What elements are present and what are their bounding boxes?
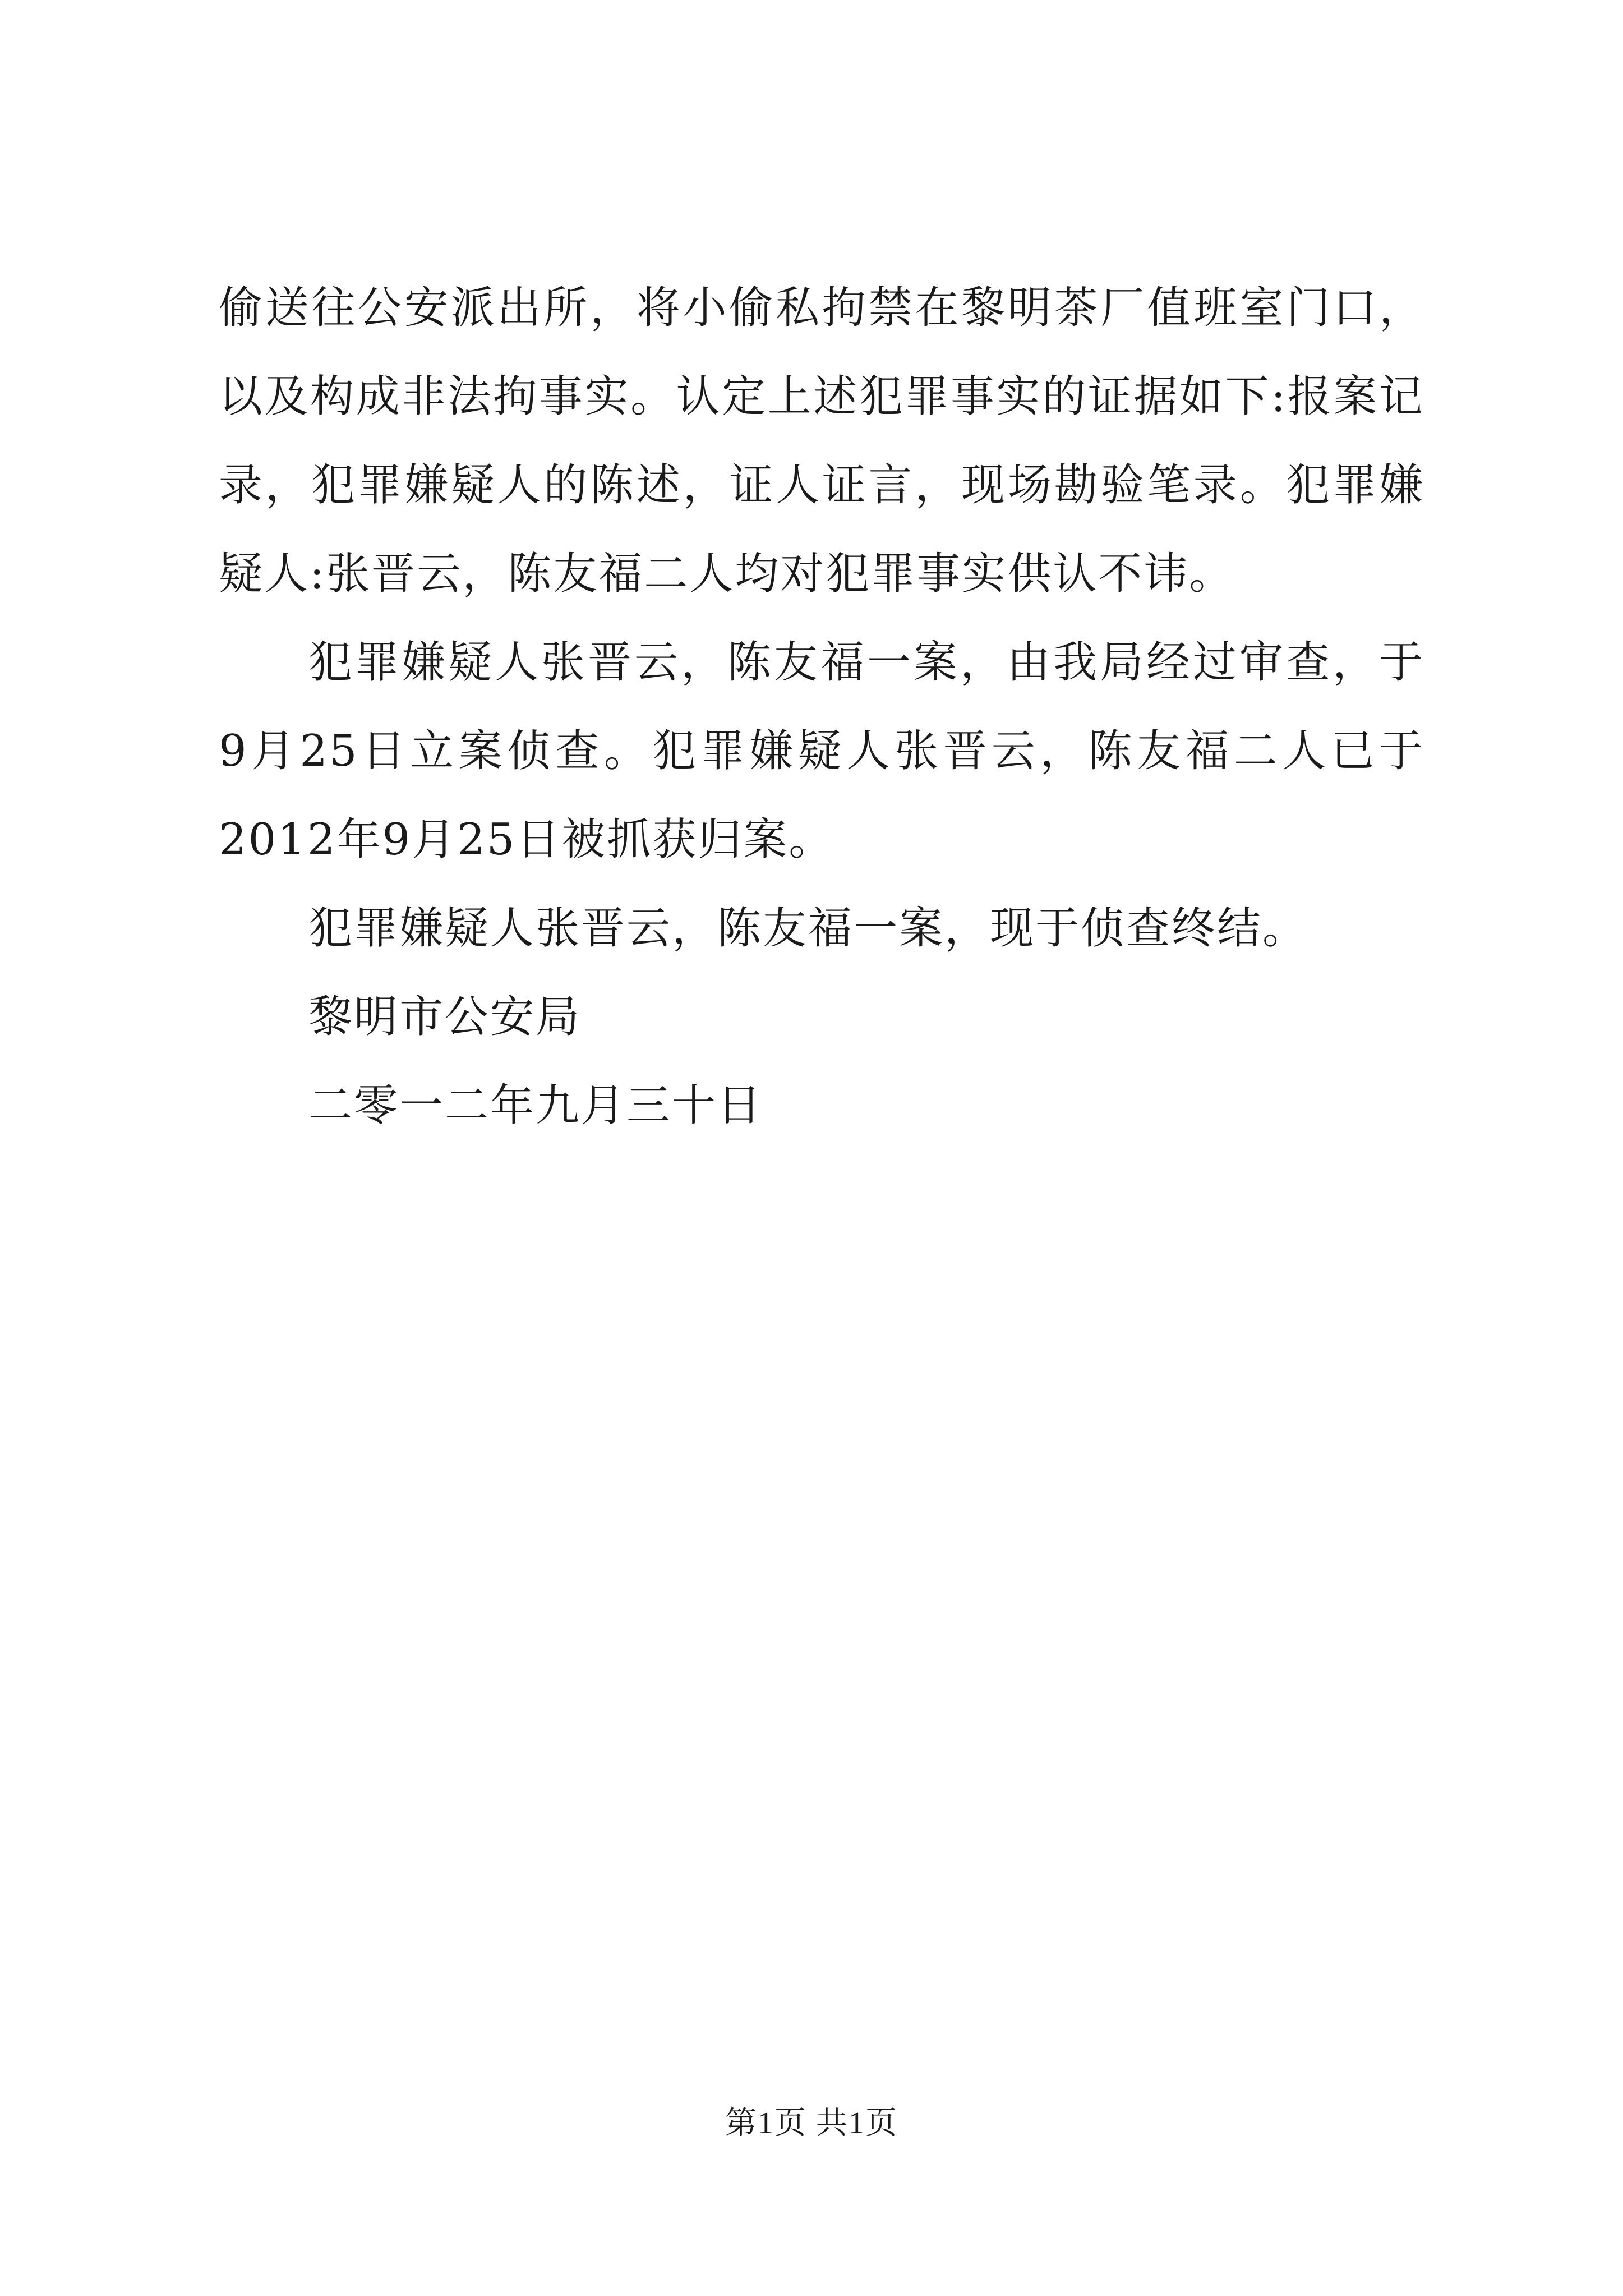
- paragraph-case-filing: 犯罪嫌疑人张晋云，陈友福一案，由我局经过审查，于9月25日立案侦查。犯罪嫌疑人张晋云，陈友福二人已于2012年9月25日被抓获归案。: [219, 637, 1424, 865]
- signature-agency: 黎明市公安局: [308, 992, 582, 1042]
- paragraph-conclusion: 犯罪嫌疑人张晋云，陈友福一案，现于侦查终结。: [308, 903, 1308, 954]
- document-body: [219, 264, 1424, 1150]
- signature-date: 二零一二年九月三十日: [308, 1080, 763, 1131]
- paragraph-evidence: 偷送往公安派出所，将小偷私拘禁在黎明茶厂值班室门口，以及构成非法拘事实。认定上述犯罪事实的证据如下:报案记录，犯罪嫌疑人的陈述，证人证言，现场勘验笔录。犯罪嫌疑人:张晋云，陈友福二人均对犯罪事实供认不讳。: [219, 283, 1424, 599]
- page-number-footer: 第1页 共1页: [725, 2106, 898, 2141]
